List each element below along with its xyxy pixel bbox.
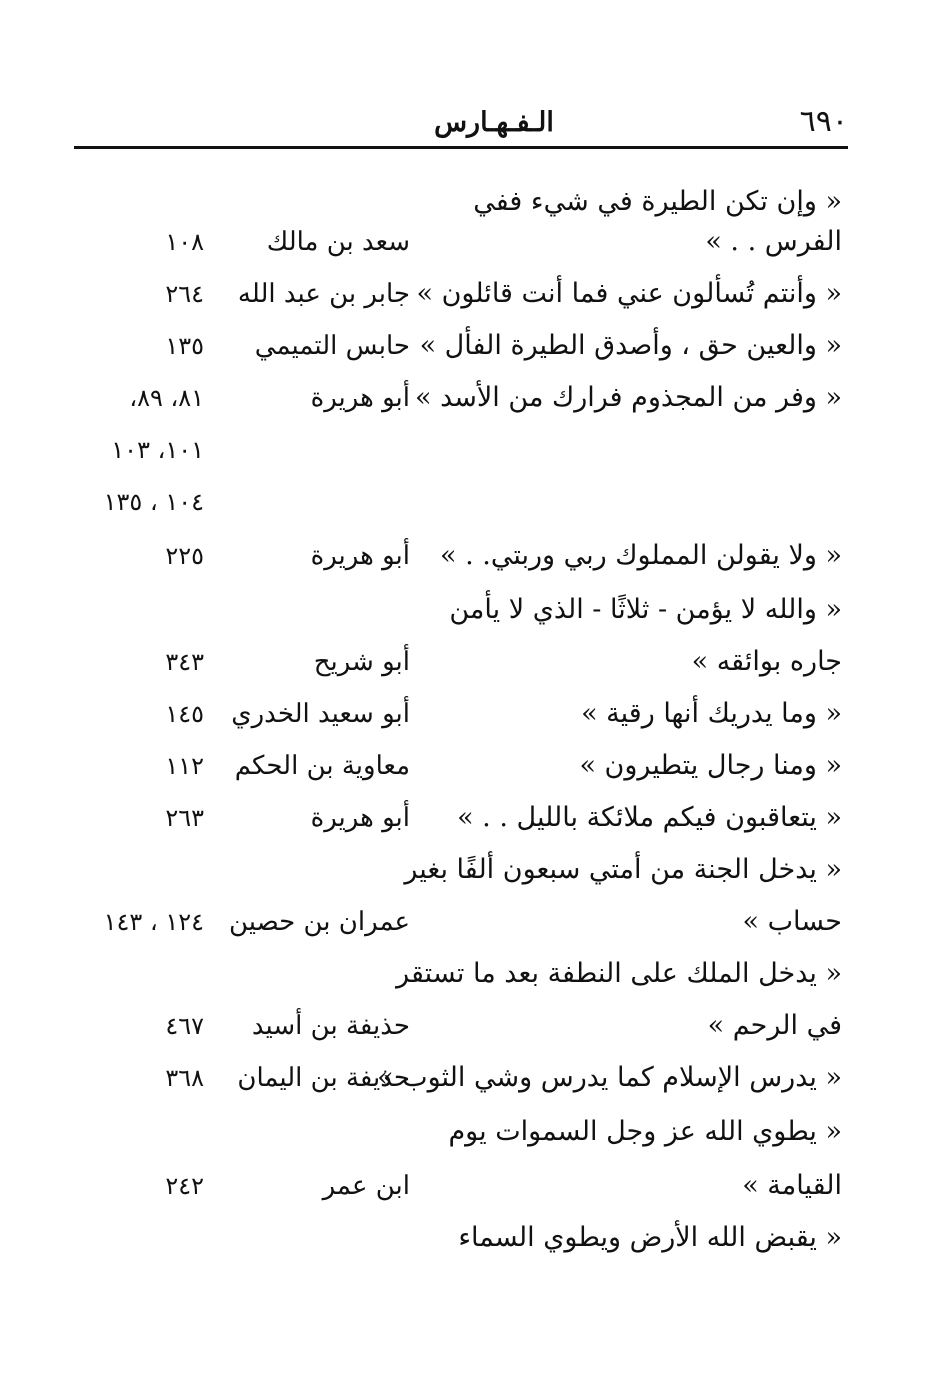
index-row: [0, 424, 942, 476]
hadith-text: الفرس . . »: [705, 226, 842, 257]
index-row: [0, 948, 942, 1000]
index-row: [0, 792, 942, 844]
hadith-text: « وفر من المجذوم فرارك من الأسد »: [415, 382, 842, 413]
page-references: ٣٤٣: [165, 648, 204, 676]
hadith-text: « والعين حق ، وأصدق الطيرة الفأل »: [419, 330, 842, 361]
index-row: [0, 530, 942, 582]
narrator-name: أبو هريرة: [310, 383, 410, 413]
hadith-text: « يطوي الله عز وجل السموات يوم: [448, 1116, 842, 1147]
index-row: [0, 268, 942, 320]
index-row: [0, 476, 942, 528]
page-references: ٢٤٢: [165, 1172, 204, 1200]
index-row: [0, 1000, 942, 1052]
hadith-text: « ولا يقولن المملوك ربي وربتي. . »: [439, 540, 842, 571]
index-row: [0, 740, 942, 792]
narrator-name: حذيفة بن أسيد: [251, 1011, 410, 1041]
hadith-text: « يدخل الجنة من أمتي سبعون ألفًا بغير: [404, 854, 842, 885]
page-references: ١٠٤ ، ١٣٥: [103, 488, 204, 516]
index-row: [0, 1052, 942, 1104]
narrator-name: أبو شريح: [313, 647, 410, 677]
page-references: ١٠٨: [165, 228, 204, 256]
hadith-text: « يدخل الملك على النطفة بعد ما تستقر: [396, 958, 842, 989]
index-row: [0, 1212, 942, 1264]
index-row: [0, 688, 942, 740]
hadith-text: « وأنتم تُسألون عني فما أنت قائلون »: [416, 278, 842, 309]
narrator-name: أبو هريرة: [310, 803, 410, 833]
page-number: ٦٩٠: [799, 104, 848, 139]
hadith-text: « والله لا يؤمن - ثلاثًا - الذي لا يأمن: [449, 594, 842, 625]
hadith-text: « يدرس الإسلام كما يدرس وشي الثوب »: [377, 1062, 842, 1093]
index-row: [0, 844, 942, 896]
page-references: ٨١، ٨٩،: [129, 384, 204, 412]
page-header: [74, 100, 848, 149]
index-row: [0, 1106, 942, 1158]
index-row: [0, 320, 942, 372]
index-row: [0, 1160, 942, 1212]
page-references: ٤٦٧: [165, 1012, 204, 1040]
page-references: ١١٢: [165, 752, 204, 780]
hadith-text: « ومنا رجال يتطيرون »: [579, 750, 842, 781]
page-references: ٣٦٨: [165, 1064, 204, 1092]
hadith-text: حساب »: [742, 906, 842, 937]
index-row: [0, 372, 942, 424]
narrator-name: أبو هريرة: [310, 541, 410, 571]
page-references: ١٤٥: [165, 700, 204, 728]
page-references: ١٢٤ ، ١٤٣: [103, 908, 204, 936]
narrator-name: أبو سعيد الخدري: [231, 699, 410, 729]
page-references: ١٠١، ١٠٣: [111, 436, 204, 464]
hadith-text: جاره بوائقه »: [691, 646, 842, 677]
running-title: الـفـهـارس: [434, 107, 554, 138]
narrator-name: سعد بن مالك: [266, 227, 410, 257]
hadith-text: في الرحم »: [707, 1010, 842, 1041]
page-references: ٢٦٣: [165, 804, 204, 832]
hadith-text: « يقبض الله الأرض ويطوي السماء: [458, 1222, 842, 1253]
narrator-name: حذيفة بن اليمان: [237, 1063, 410, 1093]
hadith-text: « يتعاقبون فيكم ملائكة بالليل . . »: [457, 802, 842, 833]
narrator-name: جابر بن عبد الله: [237, 279, 410, 309]
index-row: [0, 216, 942, 268]
hadith-text: القيامة »: [742, 1170, 842, 1201]
index-row: [0, 636, 942, 688]
index-row: [0, 584, 942, 636]
page-references: ٢٢٥: [165, 542, 204, 570]
hadith-text: « وما يدريك أنها رقية »: [581, 698, 842, 729]
page-references: ١٣٥: [165, 332, 204, 360]
narrator-name: ابن عمر: [322, 1171, 410, 1201]
index-row: [0, 896, 942, 948]
narrator-name: حابس التميمي: [254, 331, 410, 361]
hadith-text: « وإن تكن الطيرة في شيء ففي: [473, 186, 842, 217]
page-references: ٢٦٤: [165, 280, 204, 308]
narrator-name: معاوية بن الحكم: [234, 751, 410, 781]
narrator-name: عمران بن حصين: [228, 907, 410, 937]
